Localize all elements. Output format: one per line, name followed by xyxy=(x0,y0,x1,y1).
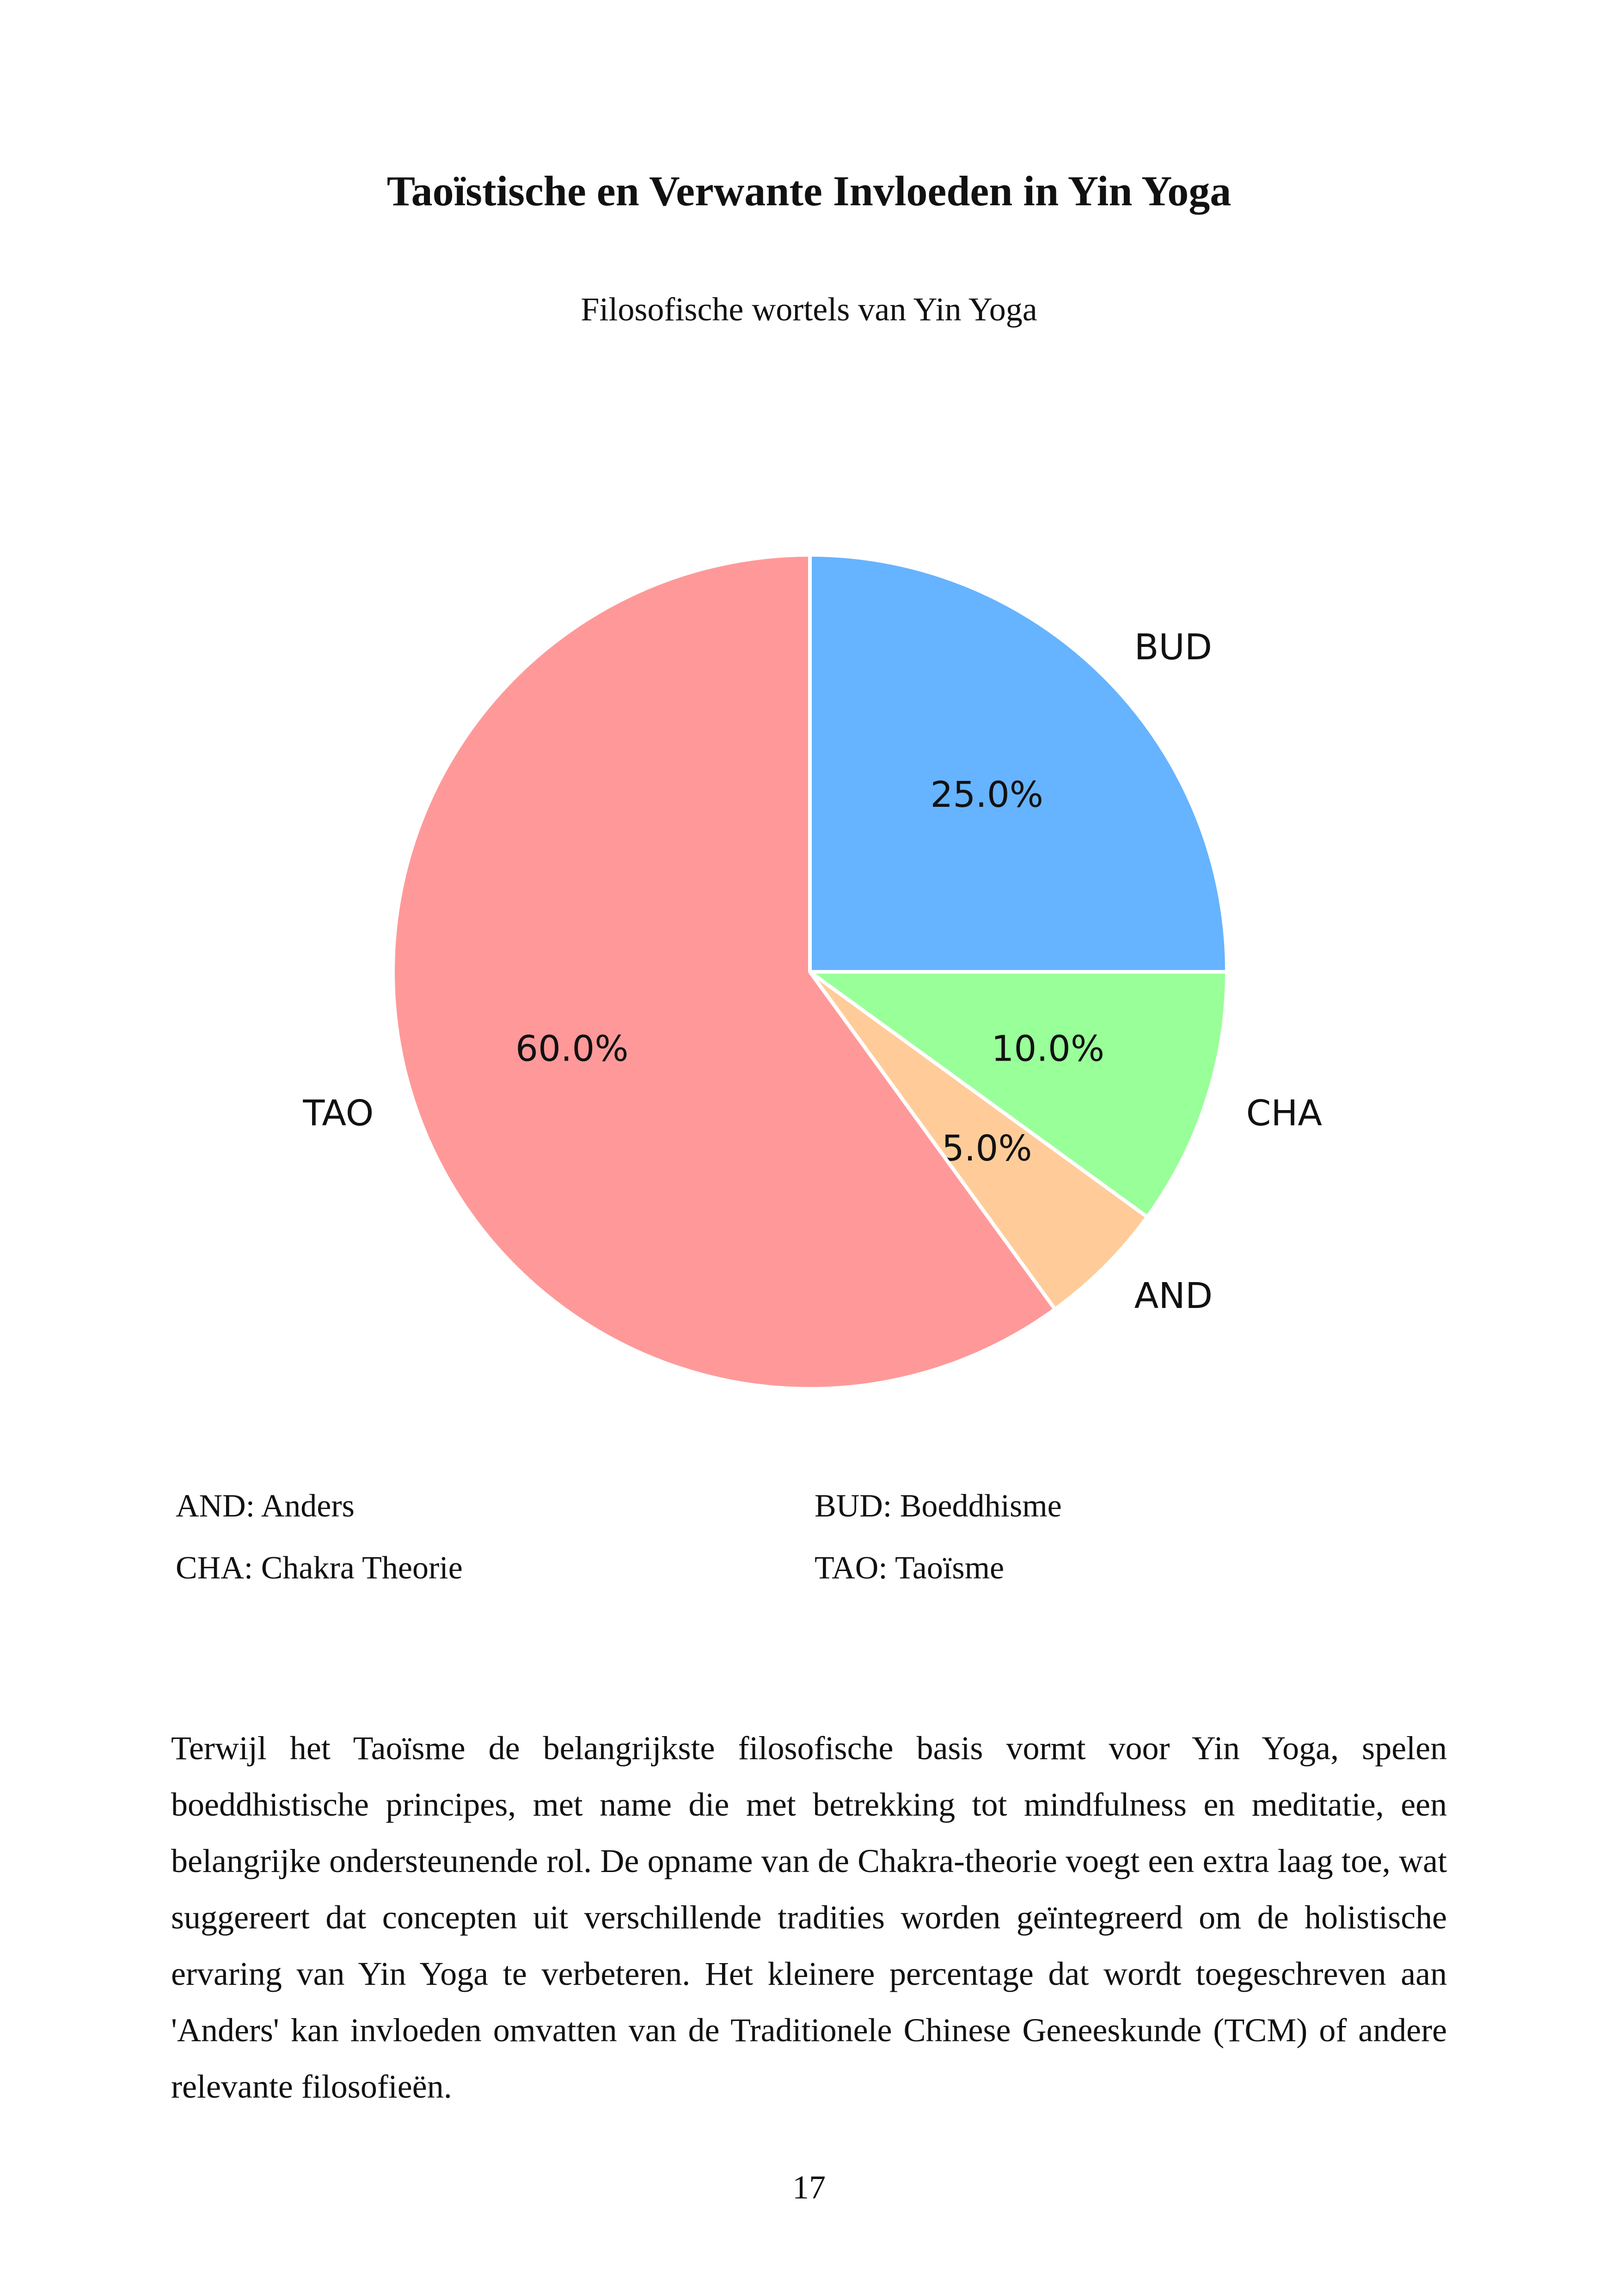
legend-item-and: AND: Anders xyxy=(176,1488,355,1524)
slice-percent-tao: 60.0% xyxy=(515,1028,629,1070)
pie-slice-bud xyxy=(810,555,1227,972)
body-paragraph: Terwijl het Taoïsme de belangrijkste filosofische basis vormt voor Yin Yoga, spelen boeddhistische principes, met name die met betrekking tot mindfulness en meditatie, een belangrijke ondersteunende rol. De opname van de Chakra-theorie voegt een extra laag toe, wat suggereert dat concepten uit verschillende tradities worden geïntegreerd om de holistische ervaring van Yin Yoga te verbeteren. Het kleinere percentage dat wordt toegeschreven aan 'Anders' kan invloeden omvatten van de Traditionele Chinese Geneeskunde (TCM) of andere relevante filosofieën. xyxy=(171,1730,1447,2105)
slice-percent-and: 5.0% xyxy=(941,1128,1032,1170)
slice-percent-bud: 25.0% xyxy=(930,774,1043,816)
legend-item-cha: CHA: Chakra Theorie xyxy=(176,1550,463,1586)
slice-label-and: AND xyxy=(1134,1276,1213,1317)
slice-label-bud: BUD xyxy=(1134,626,1213,668)
pie-chart xyxy=(0,462,1618,1480)
slice-label-tao: TAO xyxy=(303,1093,374,1135)
legend-item-bud: BUD: Boeddhisme xyxy=(815,1488,1062,1524)
chart-subtitle: Filosofische wortels van Yin Yoga xyxy=(581,291,1037,328)
chart-title: Taoïstische en Verwante Invloeden in Yin Yoga xyxy=(386,167,1232,215)
slice-percent-cha: 10.0% xyxy=(991,1028,1105,1070)
legend-item-tao: TAO: Taoïsme xyxy=(815,1550,1005,1586)
chart-legend xyxy=(176,1488,1516,1627)
slice-label-cha: CHA xyxy=(1246,1093,1322,1135)
page-number: 17 xyxy=(792,2169,826,2206)
